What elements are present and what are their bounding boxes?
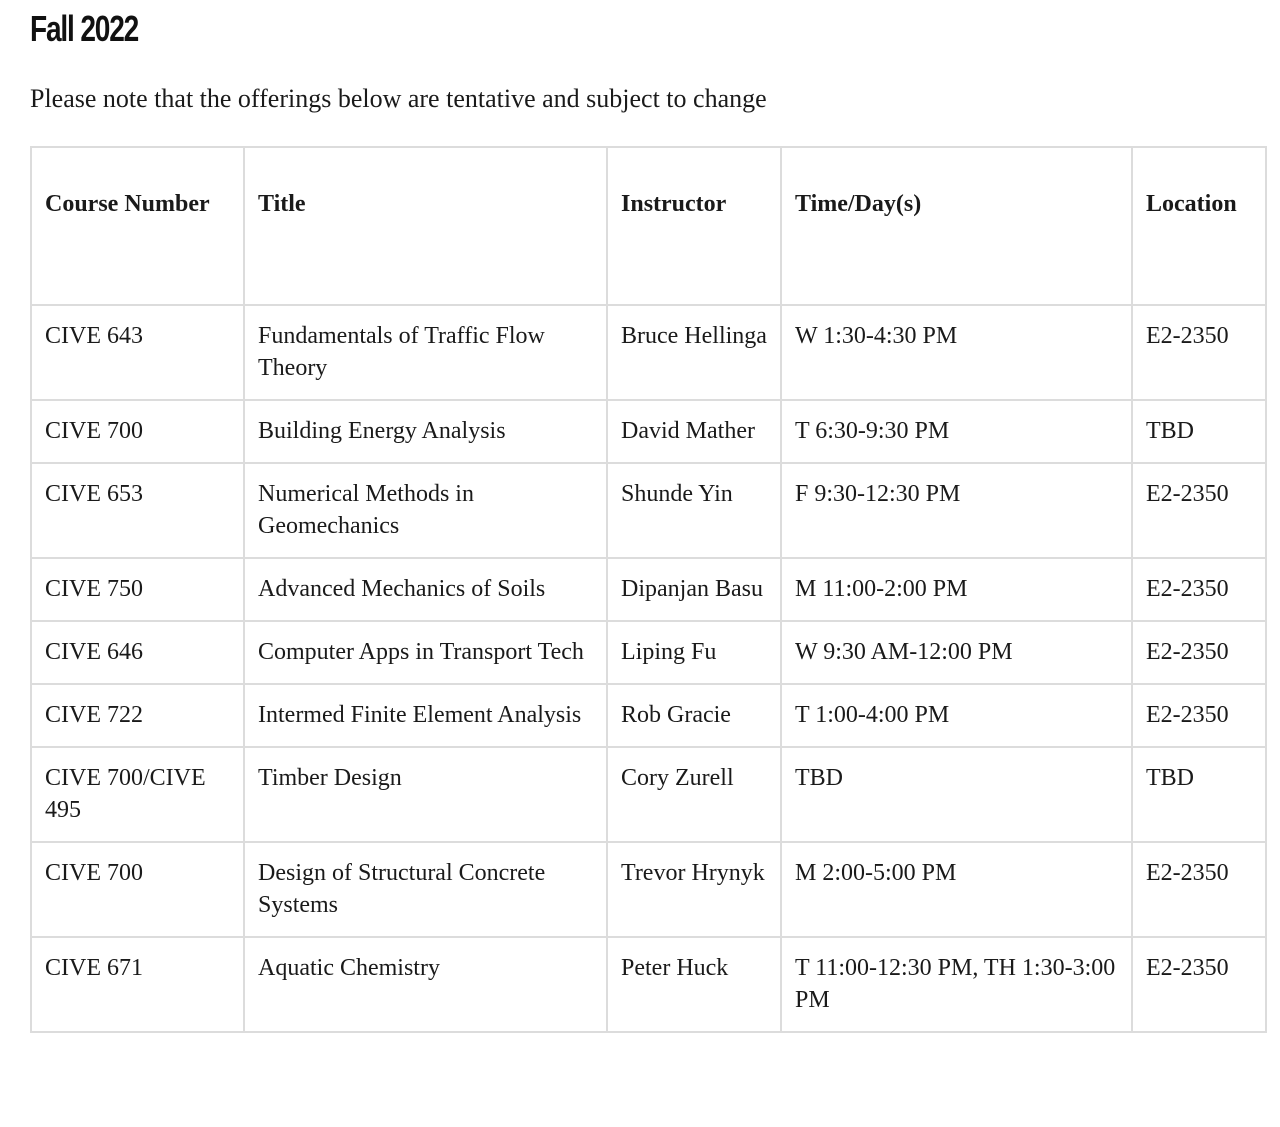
location-cell: E2-2350 xyxy=(1132,842,1266,937)
table-row xyxy=(31,463,1266,558)
course-number-cell: CIVE 653 xyxy=(31,463,244,558)
title-cell: Numerical Methods in Geomechanics xyxy=(244,463,607,558)
table-row xyxy=(31,305,1266,400)
time-cell: W 1:30-4:30 PM xyxy=(781,305,1132,400)
instructor-cell: Dipanjan Basu xyxy=(607,558,781,621)
title-cell: Advanced Mechanics of Soils xyxy=(244,558,607,621)
location-cell: E2-2350 xyxy=(1132,937,1266,1032)
title-cell: Computer Apps in Transport Tech xyxy=(244,621,607,684)
time-cell: T 11:00-12:30 PM, TH 1:30-3:00 PM xyxy=(781,937,1132,1032)
tentative-note: Please note that the offerings below are tentative and subject to change xyxy=(30,84,767,113)
time-cell: T 1:00-4:00 PM xyxy=(781,684,1132,747)
course-number-cell: CIVE 700 xyxy=(31,400,244,463)
time-cell: M 2:00-5:00 PM xyxy=(781,842,1132,937)
location-cell: E2-2350 xyxy=(1132,463,1266,558)
header-instructor: Instructor xyxy=(607,147,781,305)
title-cell: Aquatic Chemistry xyxy=(244,937,607,1032)
course-number-cell: CIVE 646 xyxy=(31,621,244,684)
instructor-cell: Peter Huck xyxy=(607,937,781,1032)
title-cell: Timber Design xyxy=(244,747,607,842)
location-cell: TBD xyxy=(1132,400,1266,463)
course-number-cell: CIVE 722 xyxy=(31,684,244,747)
location-cell: E2-2350 xyxy=(1132,621,1266,684)
table-row xyxy=(31,684,1266,747)
table-row xyxy=(31,937,1266,1032)
time-cell: W 9:30 AM-12:00 PM xyxy=(781,621,1132,684)
table-header-row xyxy=(31,147,1266,305)
course-number-cell: CIVE 750 xyxy=(31,558,244,621)
location-cell: E2-2350 xyxy=(1132,305,1266,400)
time-cell: F 9:30-12:30 PM xyxy=(781,463,1132,558)
time-cell: M 11:00-2:00 PM xyxy=(781,558,1132,621)
title-cell: Intermed Finite Element Analysis xyxy=(244,684,607,747)
time-cell: T 6:30-9:30 PM xyxy=(781,400,1132,463)
instructor-cell: Shunde Yin xyxy=(607,463,781,558)
course-number-cell: CIVE 700/CIVE 495 xyxy=(31,747,244,842)
title-cell: Fundamentals of Traffic Flow Theory xyxy=(244,305,607,400)
header-location: Location xyxy=(1132,147,1266,305)
table-row xyxy=(31,621,1266,684)
title-cell: Design of Structural Concrete Systems xyxy=(244,842,607,937)
course-offerings-table xyxy=(30,146,1267,1033)
location-cell: TBD xyxy=(1132,747,1266,842)
header-course-number: Course Number xyxy=(31,147,244,305)
table-row xyxy=(31,842,1266,937)
location-cell: E2-2350 xyxy=(1132,684,1266,747)
table-row xyxy=(31,747,1266,842)
table-row xyxy=(31,400,1266,463)
course-number-cell: CIVE 643 xyxy=(31,305,244,400)
instructor-cell: Rob Gracie xyxy=(607,684,781,747)
instructor-cell: Liping Fu xyxy=(607,621,781,684)
instructor-cell: Trevor Hrynyk xyxy=(607,842,781,937)
instructor-cell: Bruce Hellinga xyxy=(607,305,781,400)
header-title: Title xyxy=(244,147,607,305)
table-row xyxy=(31,558,1266,621)
term-heading: Fall 2022 xyxy=(30,8,139,49)
time-cell: TBD xyxy=(781,747,1132,842)
title-cell: Building Energy Analysis xyxy=(244,400,607,463)
header-time-days: Time/Day(s) xyxy=(781,147,1132,305)
course-number-cell: CIVE 700 xyxy=(31,842,244,937)
course-number-cell: CIVE 671 xyxy=(31,937,244,1032)
instructor-cell: Cory Zurell xyxy=(607,747,781,842)
instructor-cell: David Mather xyxy=(607,400,781,463)
location-cell: E2-2350 xyxy=(1132,558,1266,621)
